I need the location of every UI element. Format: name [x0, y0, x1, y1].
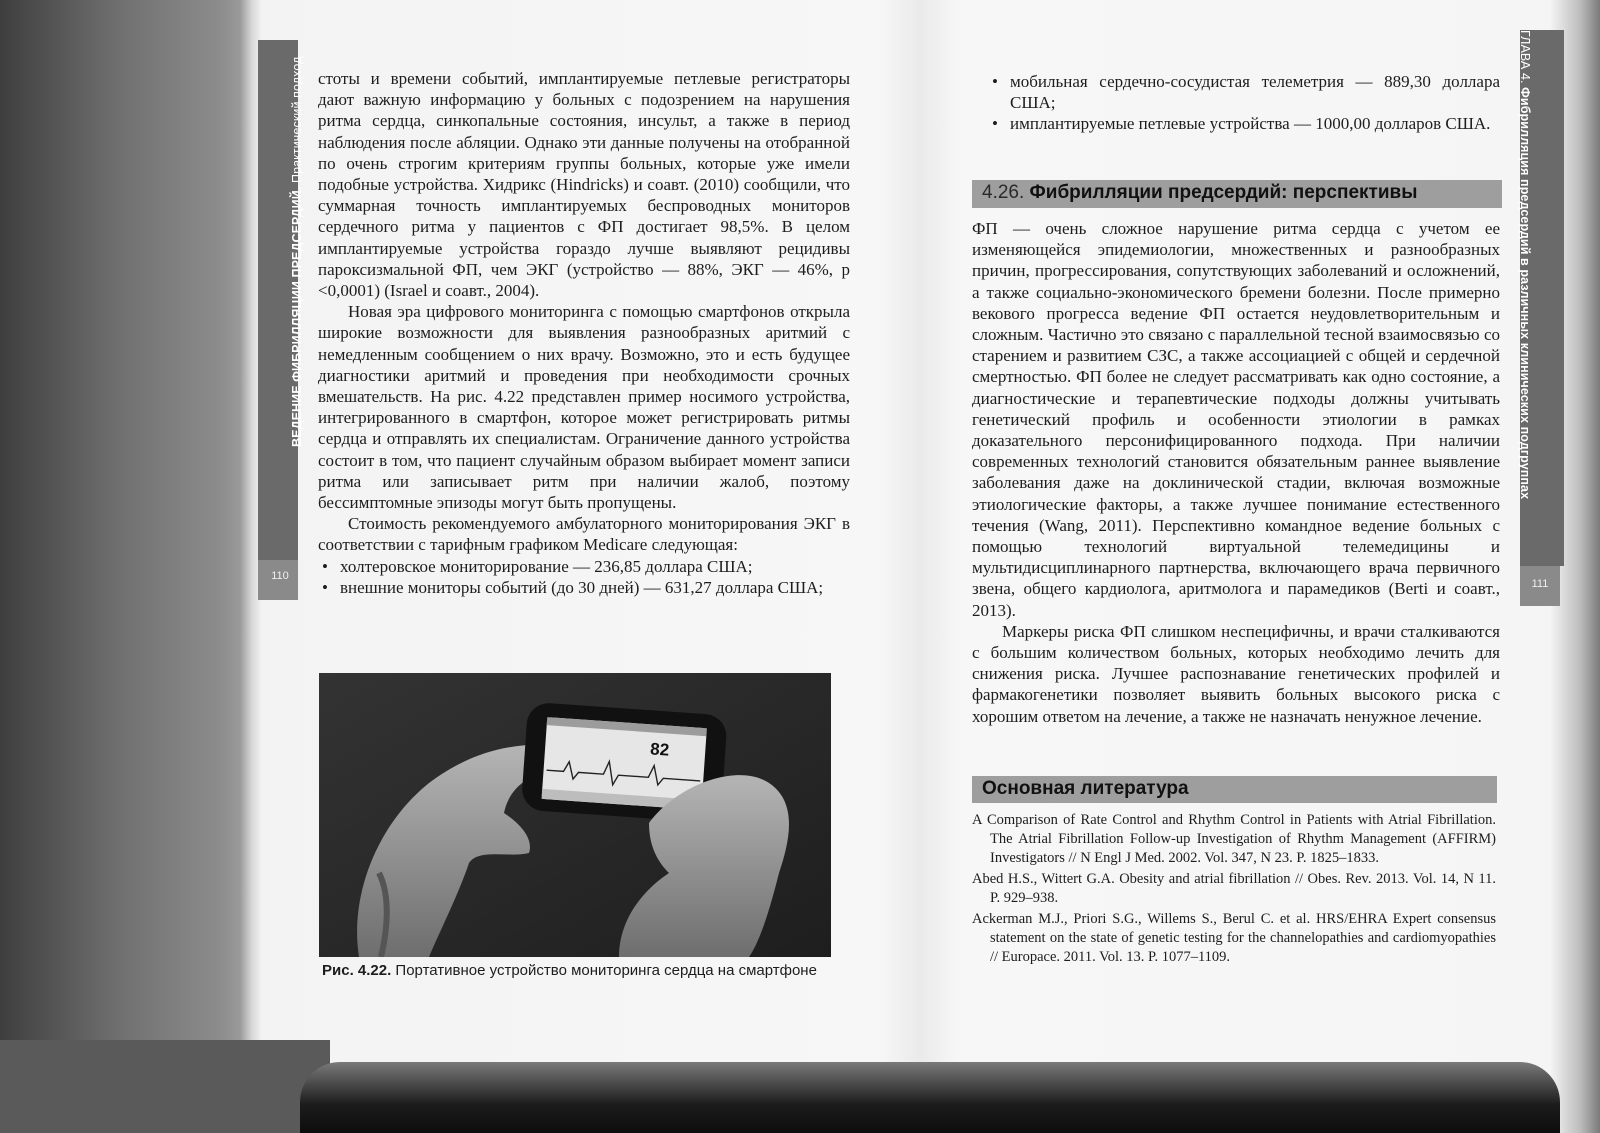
book-edge-shadow: [300, 1062, 1560, 1133]
right-bullet-list: [988, 71, 1500, 135]
left-paragraph-2: Новая эра цифрового мониторинга с помощью смартфонов открыла широкие возможности для выявления разнообразных аритмий с немедленным сообщением о них врачу. Возможно, это и есть будущее диагностики аритмий и проведения при необходимости срочных вмешательств. На рис. 4.22 представлен пример носимого устройства, интегрированного в смартфон, которое может регистрировать ритмы сердца и отправлять их специалистам. Ограничение данного устройства состоит в том, что пациент случайным образом выбирает момент записи ритма или записывает ритм при наличии жалоб, поэтому бессимптомные эпизоды могут быть пропущены.: [318, 302, 850, 513]
right-running-head-regular: ГЛАВА 4.: [1518, 30, 1532, 88]
left-paragraph-1: стоты и времени событий, имплантируемые петлевые регистраторы дают важную информацию у больных с подозрением на нарушения ритма сердца, синкопальные состояния, инсульт, а также в период наблюдения после абляции. Однако эти данные получены на отобранной по очень строгим критериям группы больных, которые уже имели подобные устройства. Хидрикс (Hindricks) и соавт. (2010) сообщили, что суммарная точность имплантируемых беспроводных мониторов сердечного ритма у пациентов с ФП достигает 98,5%. В целом имплантируемые устройства гораздо лучше выявляют рецидивы пароксизмальной ФП, чем ЭКГ (устройство — 88%, ЭКГ — 46%, p <0,0001) (Israel и соавт., 2004).: [318, 69, 850, 301]
figure-caption: [322, 962, 862, 979]
reference-item: Abed H.S., Wittert G.A. Obesity and atrial fibrillation // Obes. Rev. 2013. Vol. 14, N 11. P. 929–938.: [972, 871, 1496, 906]
right-paragraph-2: Маркеры риска ФП слишком неспецифичны, и врачи сталкиваются с большим количеством больных, которых необходимо лечить для снижения риска. Лучшее распознавание генетических профилей и фармакогенетики позволяет выявить больных высокого риска с хорошим ответом на лечение, а также не назначать ненужное лечение.: [972, 621, 1500, 726]
list-item: • холтеровское мониторирование — 236,85 доллара США;: [318, 556, 850, 577]
left-running-head-rest: Практический подход: [290, 56, 304, 187]
reference-item: A Comparison of Rate Control and Rhythm Control in Patients with Atrial Fibrillation. The Atrial Fibrillation Follow-up Investigation of Rhythm Management (AFFIRM) Investigators // N Engl J Med. 2002. Vol. 347, N 23. P. 1825–1833.: [972, 812, 1496, 866]
reference-item: Ackerman M.J., Priori S.G., Willems S., Berul C. et al. HRS/EHRA Expert consensus statement on the state of genetic testing for the channelopathies and cardiomyopathies // Europace. 2011. Vol. 13. P. 1077–1109.: [972, 911, 1496, 965]
phone-heart-rate: 82: [649, 739, 670, 760]
section-number: 4.26.: [982, 182, 1025, 203]
left-bullet-list: [318, 556, 850, 598]
right-paragraph-1: ФП — очень сложное нарушение ритма сердца с учетом ее изменяющейся эпидемиологии, множественных и разнообразных причин, прогрессирования, сопутствующих заболеваний и осложнений, а также социально-экономического бремени болезни. После примерно векового прогресса ведение ФП остается неудовлетворительным и сложным. Частично это связано с параллельной тесной взаимосвязью со старением и развитием СЗС, а также ассоциацией с общей и сердечной смертностью. ФП более не следует рассматривать как одно состояние, а диагностические и терапевтические подходы должны учитывать генетический профиль и особенности этиологии в рамках доказательного персонифицированного подхода. При наличии современных технологий становится обязательным раннее выявление заболевания даже на доклинической стадии, включая возможные этиологические факторы, а также лучшее понимание естественного течения (Wang, 2011). Перспективно командное ведение больных с помощью технологий виртуальной телемедицины и мультидисциплинарного партнерства, включающего врача первичного звена, общего кардиолога, аритмолога и парамедиков (Berti и соавт., 2013).: [972, 219, 1500, 620]
figure-caption-text: Портативное устройство мониторинга сердца на смартфоне: [391, 962, 817, 979]
right-running-head-bold: Фибрилляция предсердий в различных клинических подгруппах: [1518, 87, 1532, 500]
right-body-text: [972, 218, 1500, 727]
section-heading: [972, 180, 1502, 208]
right-top-bullets: [988, 71, 1500, 135]
left-running-head-bold: ВЕДЕНИЕ ФИБРИЛЛЯЦИИ ПРЕДСЕРДИЙ.: [290, 186, 304, 447]
figure-caption-label: Рис. 4.22.: [322, 962, 392, 979]
list-item: • внешние мониторы событий (до 30 дней) — 631,27 доллара США;: [318, 577, 850, 598]
list-item: • имплантируемые петлевые устройства — 1000,00 долларов США.: [988, 113, 1500, 134]
scan-margin: [0, 1040, 330, 1133]
right-page-number: 111: [1531, 578, 1549, 590]
left-paragraph-3: Стоимость рекомендуемого амбулаторного мониторирования ЭКГ в соответствии с тарифным графиком Medicare следующая:: [318, 514, 850, 555]
right-running-head: [1518, 30, 1532, 499]
list-item: • мобильная сердечно-сосудистая телеметрия — 889,30 доллара США;: [988, 71, 1500, 113]
left-running-head: [290, 56, 304, 447]
section-title: Фибрилляции предсердий: перспективы: [1024, 182, 1418, 203]
smartphone-photo-illustration: [319, 673, 831, 957]
left-page-number: 110: [271, 570, 289, 582]
left-body-text: [318, 68, 850, 598]
figure-photo: [319, 673, 831, 957]
references-list: [972, 811, 1496, 969]
references-heading: Основная литература: [972, 776, 1497, 803]
